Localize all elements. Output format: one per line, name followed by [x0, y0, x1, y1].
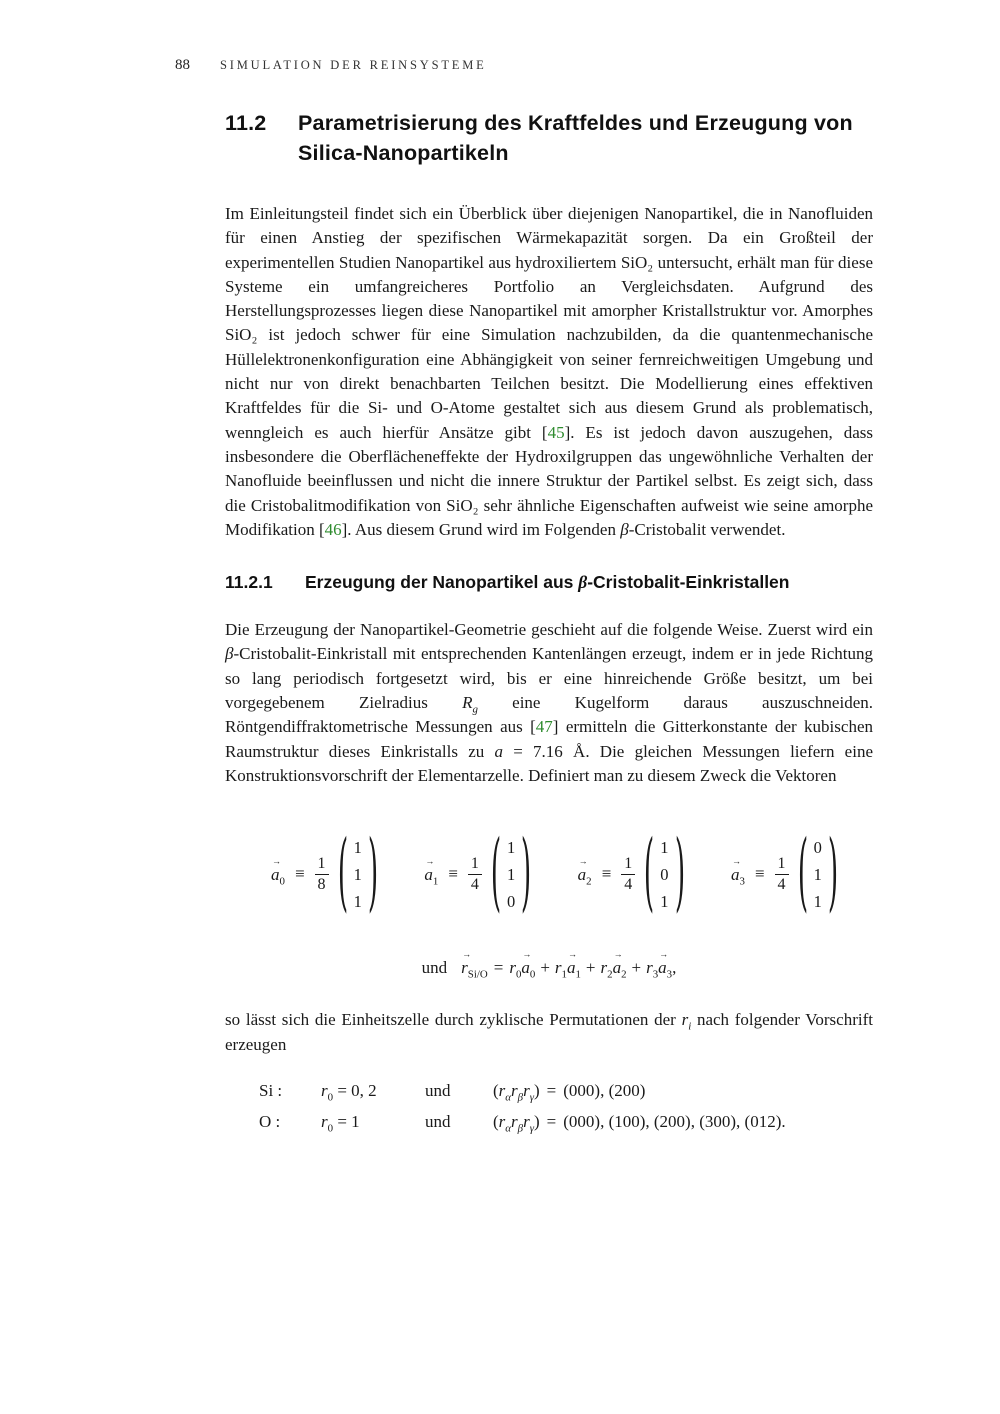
equals-operator: = [546, 1111, 557, 1131]
coefficient-index: 0 [515, 968, 522, 981]
math-sub-gamma: γ [529, 1091, 534, 1104]
vector-symbol [730, 856, 745, 888]
vector-entries [660, 834, 668, 915]
r0-values: = 1 [337, 1111, 360, 1131]
conjunction-und: und [421, 958, 448, 978]
subsection-heading [225, 572, 873, 593]
tuple-expression [493, 1111, 873, 1135]
vector-a1 [424, 823, 532, 923]
vector-symbol [612, 949, 627, 981]
text-segment: -Cristobalit-Einkristall mit entsprechenden Kantenlängen erzeugt, indem er in jede Richtung so lang periodisch fortgesetzt wird, bis er eine hinreichende Größe besitzt, um bei vorgegebenem Zielradius [225, 644, 873, 713]
section-heading [225, 108, 873, 168]
paragraph-intro [225, 202, 873, 542]
math-var-ri: r [681, 1010, 689, 1030]
fraction-numerator: 1 [621, 855, 635, 875]
vector-arrow-icon: → [731, 856, 741, 867]
text-segment: ] ermitteln die Gitterkonstante der kubischen Raumstruktur dieses Einkristalls zu [225, 717, 873, 761]
fraction [468, 855, 482, 894]
conjunction-und: und [425, 1111, 451, 1131]
equals-operator: = [493, 958, 504, 978]
vector-symbol [271, 856, 285, 888]
tuple-values: (000), (200) [563, 1080, 646, 1100]
vector-letter: a [612, 958, 622, 978]
math-var-r: r [498, 1080, 506, 1100]
vector-symbol [521, 949, 536, 981]
column-vector [490, 823, 532, 923]
equation-term [600, 949, 627, 981]
vector-entry: 1 [353, 864, 362, 884]
running-header [175, 57, 487, 74]
fraction-denominator: 4 [777, 875, 786, 893]
left-paren: ( [337, 823, 348, 923]
coefficient-index: 3 [652, 968, 659, 981]
left-paren: ( [490, 823, 502, 923]
math-sub-0: 0 [327, 1122, 334, 1135]
math-var-r: r [498, 1111, 506, 1131]
left-paren: ( [493, 1080, 499, 1100]
beta-symbol: β [578, 572, 588, 593]
vector-index: 1 [575, 968, 581, 981]
vector-symbol [566, 949, 581, 981]
left-paren: ( [797, 823, 808, 923]
right-paren: ) [367, 823, 379, 923]
equals-operator: = [546, 1080, 557, 1100]
math-var-r: r [523, 1080, 530, 1100]
page-content [225, 102, 873, 1143]
coefficient-index: 2 [607, 968, 613, 981]
vector-entry: 1 [660, 891, 669, 911]
subsection-title [305, 572, 789, 593]
vector-entries [507, 834, 515, 915]
vector-arrow-icon: → [659, 949, 669, 960]
tuple-expression [493, 1080, 873, 1104]
vector-letter: a [730, 865, 740, 885]
math-sub-alpha: α [505, 1122, 512, 1135]
paragraph-permutation-intro [225, 1008, 873, 1057]
section-title: Parametrisierung des Kraftfeldes und Erzeugung von Silica-Nanopartikeln [298, 111, 853, 165]
plus-operator: + [585, 958, 596, 978]
fraction [775, 855, 789, 894]
equation-term [646, 949, 673, 981]
vector-index: 1 [432, 875, 439, 888]
vector-entry: 0 [506, 891, 516, 911]
text-segment: eine Kugelform daraus auszuschneiden. Röntgendiffraktometrische Messungen aus [ [225, 693, 873, 737]
vector-index: Si/O [467, 968, 488, 981]
column-vector [337, 823, 379, 923]
column-vector [797, 823, 839, 923]
vector-letter: a [424, 865, 433, 885]
vector-arrow-icon: → [567, 949, 577, 960]
right-paren: ) [533, 1111, 540, 1131]
fraction [621, 855, 635, 894]
r-vector-symbol [461, 949, 488, 981]
coefficient: r [600, 958, 608, 978]
vector-a3 [730, 823, 839, 923]
math-var-r0: r [321, 1080, 328, 1100]
math-sub-g: g [472, 703, 478, 716]
fraction-denominator: 8 [317, 875, 326, 893]
species-label: O : [259, 1111, 281, 1131]
vector-a0 [271, 823, 379, 923]
vector-arrow-icon: → [425, 856, 435, 867]
coefficient: r [554, 958, 562, 978]
equation-term [554, 949, 581, 981]
plus-operator: + [631, 958, 642, 978]
vector-index: 2 [621, 968, 627, 981]
right-paren: ) [521, 823, 532, 923]
vector-entries [814, 834, 822, 915]
left-paren: ( [644, 823, 655, 923]
right-paren: ) [533, 1080, 540, 1100]
math-sub-i: i [688, 1020, 692, 1033]
text-segment: Erzeugung der Nanopartikel aus [305, 572, 579, 593]
equiv-operator: ≡ [754, 864, 765, 884]
page-number: 88 [175, 57, 190, 73]
fraction-denominator: 4 [470, 875, 479, 893]
vector-arrow-icon: → [613, 949, 623, 960]
vector-arrow-icon: → [578, 856, 588, 867]
perm-row-o [259, 1111, 873, 1135]
section-number: 11.2 [225, 111, 267, 135]
left-paren: ( [493, 1111, 499, 1131]
running-head-title: SIMULATION DER REINSYSTEME [220, 58, 487, 72]
vector-index: 2 [586, 875, 592, 888]
math-sub-alpha: α [505, 1091, 512, 1104]
equiv-operator: ≡ [448, 864, 458, 884]
vector-index: 3 [666, 968, 673, 981]
math-var-r: r [511, 1111, 518, 1131]
text-segment: nach folgender Vorschrift erzeugen [225, 1010, 873, 1054]
vector-entry: 1 [506, 864, 516, 884]
vector-index: 0 [529, 968, 536, 981]
fraction-numerator: 1 [315, 855, 329, 875]
vector-entry: 1 [813, 864, 822, 884]
species-label: Si : [259, 1080, 283, 1100]
position-equation [225, 949, 873, 981]
math-sub-0: 0 [327, 1091, 334, 1104]
r0-value-expression [321, 1111, 425, 1135]
equiv-operator: ≡ [601, 864, 612, 884]
vector-letter: a [566, 958, 576, 978]
math-var-Rg: R [462, 693, 473, 713]
equiv-operator: ≡ [294, 864, 305, 884]
vector-entry: 0 [660, 864, 669, 884]
fraction-numerator: 1 [775, 855, 789, 875]
r0-value-expression [321, 1080, 425, 1104]
vector-letter: r [461, 958, 468, 978]
text-segment: ]. Es ist jedoch davon auszugehen, dass insbesondere die Oberflächeneffekte der Hydroxilgruppen das ungewöhnliche Verhalten der Nanofluide beeinflussen und nicht die innere Struktur der Partikel selbst. Es zeigt sich, dass die Cristobalitmodifikation von SiO₂ sehr ähnliche Eigenschaften aufweist wie seine amorphe Modifikation [ [225, 422, 873, 539]
vector-arrow-icon: → [272, 856, 281, 867]
vector-entry: 1 [813, 891, 822, 911]
right-paren: ) [674, 823, 685, 923]
text-segment: Die Erzeugung der Nanopartikel-Geometrie geschieht auf die folgende Weise. Zuerst wird ein [225, 620, 873, 640]
vector-arrow-icon: → [462, 949, 472, 960]
conjunction-und: und [425, 1080, 451, 1100]
vector-symbol [658, 949, 673, 981]
vector-index: 0 [279, 875, 285, 888]
coefficient-index: 1 [561, 968, 567, 981]
comma: , [672, 958, 677, 978]
text-segment: -Cristobalit verwendet. [628, 519, 786, 539]
vector-entry: 1 [660, 837, 669, 857]
vector-index: 3 [739, 875, 745, 888]
vector-entry: 1 [506, 837, 516, 857]
citation-link-45[interactable]: 45 [547, 422, 565, 442]
citation-link-47[interactable]: 47 [535, 717, 553, 737]
vector-letter: a [521, 958, 530, 978]
math-var-r0: r [321, 1111, 328, 1131]
coefficient: r [646, 958, 653, 978]
vector-a2 [577, 823, 686, 923]
permutation-rules [259, 1080, 873, 1135]
math-sub-beta: β [517, 1091, 524, 1104]
plus-operator: + [540, 958, 550, 978]
vector-letter: a [271, 865, 280, 885]
beta-symbol: β [225, 644, 234, 664]
vector-symbol [424, 856, 439, 888]
text-segment: so lässt sich die Einheitszelle durch zyklische Permutationen der [225, 1010, 682, 1030]
vector-entry: 1 [353, 891, 362, 911]
subsection-number: 11.2.1 [225, 572, 273, 593]
text-segment: ]. Aus diesem Grund wird im Folgenden [341, 519, 621, 539]
math-var-r: r [511, 1080, 518, 1100]
beta-symbol: β [620, 519, 629, 539]
math-var-r: r [523, 1111, 530, 1131]
equation-term [509, 949, 536, 981]
paragraph-construction [225, 618, 873, 788]
math-sub-beta: β [517, 1122, 524, 1135]
math-var-a: a [494, 741, 503, 761]
text-segment: -Cristobalit-Einkristallen [587, 572, 790, 593]
vector-arrow-icon: → [522, 949, 532, 960]
vector-entry: 0 [813, 837, 822, 857]
vector-entry: 1 [353, 837, 362, 857]
perm-row-si [259, 1080, 873, 1104]
math-sub-gamma: γ [529, 1122, 534, 1135]
vector-entries [354, 834, 362, 915]
vector-letter: a [577, 865, 587, 885]
fraction-numerator: 1 [468, 855, 482, 875]
vector-definitions-display [225, 812, 873, 930]
vector-symbol [577, 856, 592, 888]
tuple-values: (000), (100), (200), (300), (012). [563, 1111, 786, 1131]
coefficient: r [509, 958, 516, 978]
fraction [315, 855, 329, 894]
vector-letter: a [658, 958, 667, 978]
r0-values: = 0, 2 [337, 1080, 377, 1100]
text-segment: Im Einleitungsteil findet sich ein Überblick über diejenigen Nanopartikel, die in Nanofluiden für einen Anstieg der spezifischen Wärmekapazität sorgen. Da ein Großteil der experimentellen Studien Nanopartikel aus hydroxiliertem SiO₂ untersucht, erhält man für diese Systeme ein umfangreicheres Portfolio an Vergleichsdaten. Aufgrund des Herstellungsprozesses liegen diese Nanopartikel mit amorpher Kristallstruktur vor. Amorphes SiO₂ ist jedoch schwer für eine Simulation nachzubilden, da die quantenmechanische Hüllelektronenkonfiguration eine Abhängigkeit von seiner fernreichweitigen Umgebung und nicht nur von direkt benachbarten Teilchen besitzt. Die Modellierung eines effektiven Kraftfeldes für die Si- und O-Atome gestaltet sich aus diesem Grund als problematisch, wenngleich es auch hierfür Ansätze gibt [ [225, 204, 873, 442]
right-paren: ) [827, 823, 839, 923]
fraction-denominator: 4 [624, 875, 633, 893]
citation-link-46[interactable]: 46 [324, 519, 342, 539]
column-vector [643, 823, 685, 923]
text-segment: = 7.16 Å. Die gleichen Messungen liefern eine Konstruktionsvorschrift der Elementarzelle. Definiert man zu diesem Zweck die Vektoren [225, 741, 873, 785]
